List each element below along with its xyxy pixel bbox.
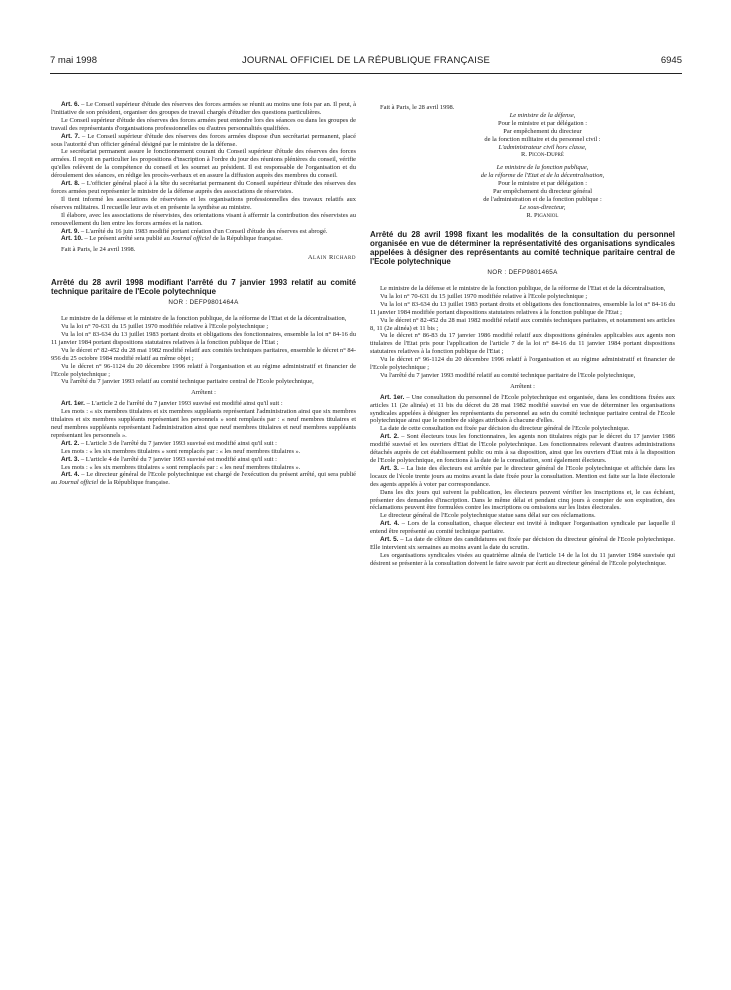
page-header: [50, 55, 682, 69]
sig1-line-4: de la fonction militaire et du personnel civil :: [484, 135, 601, 143]
d2-art2-label: Art. 2.: [61, 439, 80, 447]
sig1-line-2: Pour le ministre et par délégation :: [497, 119, 588, 127]
left-column: [51, 101, 356, 487]
d3-art5-text-1: La date de clôture des candidatures est fixée par décision du directeur général de l'Ecole polytechnique. Elle intervient six semaines au moins avant la date du scrutin.: [370, 536, 675, 551]
art8-paragraph-2: Il tient informé les associations de réservistes et les organisations professionnelles des travaux relatifs aux réserves militaires. Il recueille leur avis et en présente la synthèse au ministre.: [51, 195, 356, 211]
d3-art2-label: Art. 2.: [380, 433, 399, 441]
art7-paragraph-1: Art. 7. – Le Conseil supérieur d'étude des réserves des forces armées dispose d'un secrétariat permanent, placé sous l'autorité d'un officier général désigné par le ministre de la défense.: [51, 132, 357, 148]
d3-visa-2: Vu la loi n° 83-634 du 13 juillet 1983 portant droits et obligations des fonctionnaires, ensemble la loi n° 84-16 du 11 janvier 1984 modifiée portant dispositions statutaires relatives à la fonction publique de l'Etat ;: [370, 300, 675, 316]
d3-art2-text-1: Sont électeurs tous les fonctionnaires, les agents non titulaires régis par le décret du 17 janvier 1986 modifié susvisé et les ouvriers d'Etat de l'Ecole polytechnique. Les fonctionnaires relevant d'autres administrations détachés auprès de cet établissement public ou mis à sa disposition, ainsi que les ouvriers d'Etat mis à la disposition de l'Ecole polytechnique, en fonctions à la date de la consultation, sont également électeurs.: [370, 433, 675, 464]
decree2-nor: NOR : DEFP9801464A: [168, 299, 239, 307]
art8-text-1: L'officier général placé à la tête du secrétariat permanent du Conseil supérieur d'étude des réserves des forces armées peut représenter le ministre de la défense auprès des associations de réservistes.: [51, 180, 356, 195]
d2-arretent: Arrêtent :: [191, 389, 216, 397]
d2-art2-paragraph-1: Art. 2. – L'article 3 de l'arrêté du 7 janvier 1993 susvisé est modifié ainsi qu'il suit :: [61, 439, 277, 447]
d2-art4-journal-ref: Journal officiel: [58, 479, 99, 487]
art10-text-b: de la République française.: [211, 235, 283, 243]
d3-art3-paragraph-1: Art. 3. – La liste des électeurs est arrêtée par le directeur général de l'Ecole polytechnique et affichée dans les locaux de l'école trente jours au moins avant la date fixée pour la consultation. Mention est faite sur la liste électorale des agents appelés à voter par correspondance.: [370, 464, 676, 488]
d2-art1-paragraph-1: Art. 1er. – L'article 2 de l'arrêté du 7 janvier 1993 susvisé est modifié ainsi qu'il suit :: [61, 400, 283, 408]
d3-art1-text-1: Une consultation du personnel de l'Ecole polytechnique est organisée, dans les conditions fixées aux articles 11 (2e alinéa) et 11 bis du décret du 28 mai 1982 modifié susvisé en vue de déterminer les organisations syndicales appelées à désigner les représentants du personnel au sein du comité technique paritaire central de l'Ecole polytechnique ainsi que le nombre de sièges attribués à chacune d'elles.: [370, 393, 675, 425]
d2-visa-2: Vu la loi n° 83-634 du 13 juillet 1983 portant droits et obligations des fonctionnaires, ensemble la loi n° 84-16 du 11 janvier 1984 portant dispositions statutaires relatives à la fonction publique de l'Etat ;: [51, 331, 356, 346]
d2-intro: Le ministre de la défense et le ministre de la fonction publique, de la réforme de l'Etat et de la décentralisation,: [61, 315, 347, 323]
d3-art1-paragraph-1: Art. 1er. – Une consultation du personnel de l'Ecole polytechnique est organisée, dans les conditions fixées aux articles 11 (2e alinéa) et 11 bis du décret du 28 mai 1982 modifié susvisé en vue de déterminer les organisations syndicales appelées à désigner les représentants du personnel au sein du comité technique paritaire central de l'Ecole polytechnique ainsi que le nombre de sièges attribués à chacune d'elles.: [370, 393, 675, 425]
art7-text-1: Le Conseil supérieur d'étude des réserves des forces armées dispose d'un secrétariat permanent, placé sous l'autorité d'un officier général désigné par le ministre de la défense.: [51, 132, 357, 148]
sig2-title-1: Le ministre de la fonction publique,: [496, 164, 589, 172]
d2-visa-4: Vu le décret n° 96-1124 du 20 décembre 1996 relatif à l'organisation et au régime administratif et financier de l'Ecole polytechnique ;: [51, 362, 356, 378]
art9-text-1: L'arrêté du 16 juin 1983 modifié portant création d'un Conseil d'étude des réserves est abrogé.: [85, 227, 328, 235]
decree3-title: Arrêté du 28 avril 1998 fixant les modalités de la consultation du personnel organisée en vue de déterminer la représentativité des organisations syndicales appelées à désigner des représentants au comité technique paritaire central de l'Ecole polytechnique: [370, 229, 675, 266]
d3-art4-label: Art. 4.: [380, 520, 400, 528]
d3-visa-3: Vu le décret n° 82-452 du 28 mai 1982 modifié relatif aux comités techniques paritaires, et notamment ses articles 8, 11 (2e alinéa) et 11 bis ;: [370, 316, 675, 332]
art10-paragraph-1: Art. 10. – Le présent arrêté sera publié au Journal officiel de la République française.: [61, 235, 283, 243]
art8-paragraph-1: Art. 8. – L'officier général placé à la tête du secrétariat permanent du Conseil supérieur d'étude des réserves des forces armées peut représenter le ministre de la défense auprès des associations de réservistes.: [51, 180, 356, 195]
d2-art1-paragraph-2: Les mots : « six membres titulaires et six membres suppléants représentant l'administration ainsi que six membres titulaires et six membres suppléants représentant les personnels » sont remplacés par : « neuf membres titulaires et neuf membres suppléants représentant l'administration ainsi que neuf membres titulaires et neuf membres suppléants représentant les personnels ».: [51, 408, 356, 439]
d3-arretent: Arrêtent :: [510, 382, 535, 390]
d2-art3-paragraph-2: Les mots : « les six membres titulaires » sont remplacés par : « les neuf membres titulaires ».: [61, 463, 301, 471]
d2-art3-paragraph-1: Art. 3. – L'article 4 de l'arrêté du 7 janvier 1993 susvisé est modifié ainsi qu'il suit :: [61, 455, 277, 463]
decree2-title: Arrêté du 28 avril 1998 modifiant l'arrêté du 7 janvier 1993 relatif au comité technique paritaire de l'Ecole polytechnique: [51, 278, 356, 297]
d2-art4-label: Art. 4.: [61, 471, 80, 479]
d3-art5-label: Art. 5.: [380, 536, 399, 544]
sig1-line-3: Par empêchement du directeur: [503, 127, 582, 135]
sig1-title: Le ministre de la défense,: [509, 111, 576, 119]
decree3-nor: NOR : DEFP9801465A: [487, 269, 558, 277]
art8-label: Art. 8.: [61, 180, 80, 188]
signatory-1: Alain Richard: [307, 254, 356, 262]
d2-visa-3: Vu le décret n° 82-452 du 28 mai 1982 modifié relatif aux comités techniques paritaires, ensemble le décret n° 84-956 du 25 octobre 1984 modifié relatif au même objet ;: [51, 346, 356, 362]
d2-visa-5: Vu l'arrêté du 7 janvier 1993 relatif au comité technique paritaire central de l'Ecole polytechnique,: [61, 378, 314, 386]
d3-art4-text-1: Lors de la consultation, chaque électeur est invité à indiquer l'organisation syndicale par laquelle il entend être représenté au comité technique paritaire.: [370, 520, 675, 536]
issue-date: 7 mai 1998: [50, 55, 98, 66]
d3-intro: Le ministre de la défense et le ministre de la fonction publique, de la réforme de l'Etat et de la décentralisation,: [380, 284, 666, 292]
journal-title: JOURNAL OFFICIEL DE LA RÉPUBLIQUE FRANÇAISE: [241, 55, 491, 66]
d3-visa-5: Vu le décret n° 96-1124 du 20 décembre 1996 relatif à l'organisation et au régime administratif et financier de l'Ecole polytechnique ;: [370, 356, 675, 372]
d3-visa-1: Vu la loi n° 70-631 du 15 juillet 1970 modifiée relative à l'Ecole polytechnique ;: [380, 292, 588, 300]
sig1-name: R. Picon-Dupré: [521, 151, 564, 159]
d2-art4-text-b: de la République française.: [98, 479, 170, 487]
d3-art3-label: Art. 3.: [380, 464, 399, 472]
d2-art3-text-1: L'article 4 de l'arrêté du 7 janvier 1993 susvisé est modifié ainsi qu'il suit :: [85, 455, 277, 463]
d2-visa-1: Vu la loi n° 70-631 du 15 juillet 1970 modifiée relative à l'Ecole polytechnique ;: [61, 323, 269, 331]
sig2-title-2: de la réforme de l'Etat et de la décentralisation,: [480, 172, 605, 180]
d2-art1-label: Art. 1er.: [61, 400, 85, 408]
d3-visa-6: Vu l'arrêté du 7 janvier 1993 modifié relatif au comité technique paritaire de l'Ecole polytechnique,: [380, 371, 636, 379]
header-rule: [50, 73, 682, 74]
art9-label: Art. 9.: [61, 227, 80, 235]
art6-paragraph-2: Le Conseil supérieur d'étude des réserves des forces armées peut entendre lors des séances ou dans les groupes de travail des représentants d'organisations professionnelles ou d'autres personnalités qualifiées.: [51, 116, 356, 132]
page-number: 6945: [660, 55, 682, 66]
art10-label: Art. 10.: [61, 235, 83, 243]
d3-art4-paragraph-1: Art. 4. – Lors de la consultation, chaque électeur est invité à indiquer l'organisation syndicale par laquelle il entend être représenté au comité technique paritaire.: [370, 520, 675, 536]
sig2-name: R. Piganiol: [526, 211, 559, 219]
d3-art1-paragraph-2: La date de cette consultation est fixée par décision du directeur général de l'Ecole polytechnique.: [380, 425, 630, 433]
d3-art3-text-1: La liste des électeurs est arrêtée par le directeur général de l'Ecole polytechnique et affichée dans les locaux de l'école trente jours au moins avant la date fixée pour la consultation. Mention est faite sur la liste électorale des agents appelés à voter par correspondance.: [370, 464, 676, 488]
d3-art5-paragraph-2: Les organisations syndicales visées au quatrième alinéa de l'article 14 de la loi du 11 janvier 1984 susvisée qui désirent se présenter à la consultation doivent le faire savoir par écrit au directeur général de l'Ecole polytechnique.: [370, 551, 675, 567]
done-at-2: Fait à Paris, le 28 avril 1998.: [380, 104, 455, 111]
signature-block-1: [410, 112, 675, 159]
d2-art3-label: Art. 3.: [61, 455, 80, 463]
art8-paragraph-3: Il élabore, avec les associations de réservistes, des orientations visant à affermir la contribution des réservistes au renouvellement du lien entre les forces armées et la nation.: [51, 211, 356, 227]
d3-art1-label: Art. 1er.: [380, 393, 405, 401]
art10-journal-ref: Journal officiel: [171, 235, 211, 243]
d3-art3-paragraph-3: Le directeur général de l'Ecole polytechnique statue sans délai sur ces réclamations.: [380, 512, 596, 520]
d3-art5-paragraph-1: Art. 5. – La date de clôture des candidatures est fixée par décision du directeur général de l'Ecole polytechnique. Elle intervient six semaines au moins avant la date du scrutin.: [370, 536, 675, 551]
sig2-line-3: Pour le ministre et par délégation :: [497, 180, 588, 188]
sig2-line-5: de l'administration et de la fonction publique :: [483, 195, 602, 203]
done-at-1: Fait à Paris, le 24 avril 1998.: [61, 246, 136, 254]
d2-art4-paragraph-1: Art. 4. – Le directeur général de l'Ecole polytechnique est chargé de l'exécution du présent arrêté, qui sera publié au Journal officiel de la République française.: [51, 471, 357, 487]
art6-paragraph-1: Art. 6. – Le Conseil supérieur d'étude des réserves des forces armées se réunit au moins une fois par an. Il peut, à l'initiative de son président, organiser des groupes de travail chargés d'étudier des questions particulières.: [51, 101, 357, 116]
signature-block-2: [410, 164, 675, 219]
d2-art1-text-1: L'article 2 de l'arrêté du 7 janvier 1993 susvisé est modifié ainsi qu'il suit :: [91, 400, 283, 408]
d2-art4-text-a: Le directeur général de l'Ecole polytechnique est chargé de l'exécution du présent arrêté, qui sera publié au: [51, 471, 357, 487]
d2-art2-text-1: L'article 3 de l'arrêté du 7 janvier 1993 susvisé est modifié ainsi qu'il suit :: [85, 439, 277, 447]
art9-paragraph-1: Art. 9. – L'arrêté du 16 juin 1983 modifié portant création d'un Conseil d'étude des réserves est abrogé.: [61, 227, 328, 235]
art6-text-1: Le Conseil supérieur d'étude des réserves des forces armées se réunit au moins une fois par an. Il peut, à l'initiative de son président, organiser des groupes de travail chargés d'étudier des questions particulières.: [51, 101, 357, 116]
sig1-line-5: L'administrateur civil hors classe,: [498, 143, 587, 151]
art7-paragraph-2: Le secrétariat permanent assure le fonctionnement courant du Conseil supérieur d'étude des réserves des forces armées. Il reçoit en particulier les propositions d'inscription à l'ordre du jour des réunions plénières du conseil, vérifie qu'elles relèvent de la compétence du conseil et les soumet au président. Il est responsable de l'organisation et du déroulement des séances, en rédige les procès-verbaux et en assure la diffusion auprès des membres du conseil.: [51, 148, 356, 180]
d3-art3-paragraph-2: Dans les dix jours qui suivent la publication, les électeurs peuvent vérifier les inscriptions et, le cas échéant, présenter des demandes d'inscription. Dans le même délai et pendant cinq jours à compter de son expiration, des réclamations peuvent être formulées contre les inscriptions ou omissions sur les listes électorales.: [370, 488, 675, 512]
art10-text-a: Le présent arrêté sera publié au: [89, 235, 172, 243]
right-column: [370, 104, 675, 568]
sig2-line-4: Par empêchement du directeur général: [492, 188, 593, 196]
art7-label: Art. 7.: [61, 132, 80, 140]
d3-visa-4: Vu le décret n° 86-83 du 17 janvier 1986 modifié relatif aux dispositions générales applicables aux agents non titulaires de l'Etat pris pour l'application de l'article 7 de la loi n° 84-16 du 11 janvier 1984 portant dispositions statutaires relatives à la fonction publique de l'Etat ;: [370, 332, 675, 356]
art6-label: Art. 6.: [61, 101, 80, 108]
d2-art2-paragraph-2: Les mots : « les six membres titulaires » sont remplacés par : « les neuf membres titulaires ».: [61, 447, 301, 455]
sig2-line-6: Le sous-directeur,: [519, 203, 566, 211]
d3-art2-paragraph-1: Art. 2. – Sont électeurs tous les fonctionnaires, les agents non titulaires régis par le décret du 17 janvier 1986 modifié susvisé et les ouvriers d'Etat de l'Ecole polytechnique. Les fonctionnaires relevant d'autres administrations détachés auprès de cet établissement public ou mis à sa disposition, ainsi que les ouvriers d'Etat mis à la disposition de l'Ecole polytechnique, en fonctions à la date de la consultation, sont également électeurs.: [370, 433, 675, 464]
